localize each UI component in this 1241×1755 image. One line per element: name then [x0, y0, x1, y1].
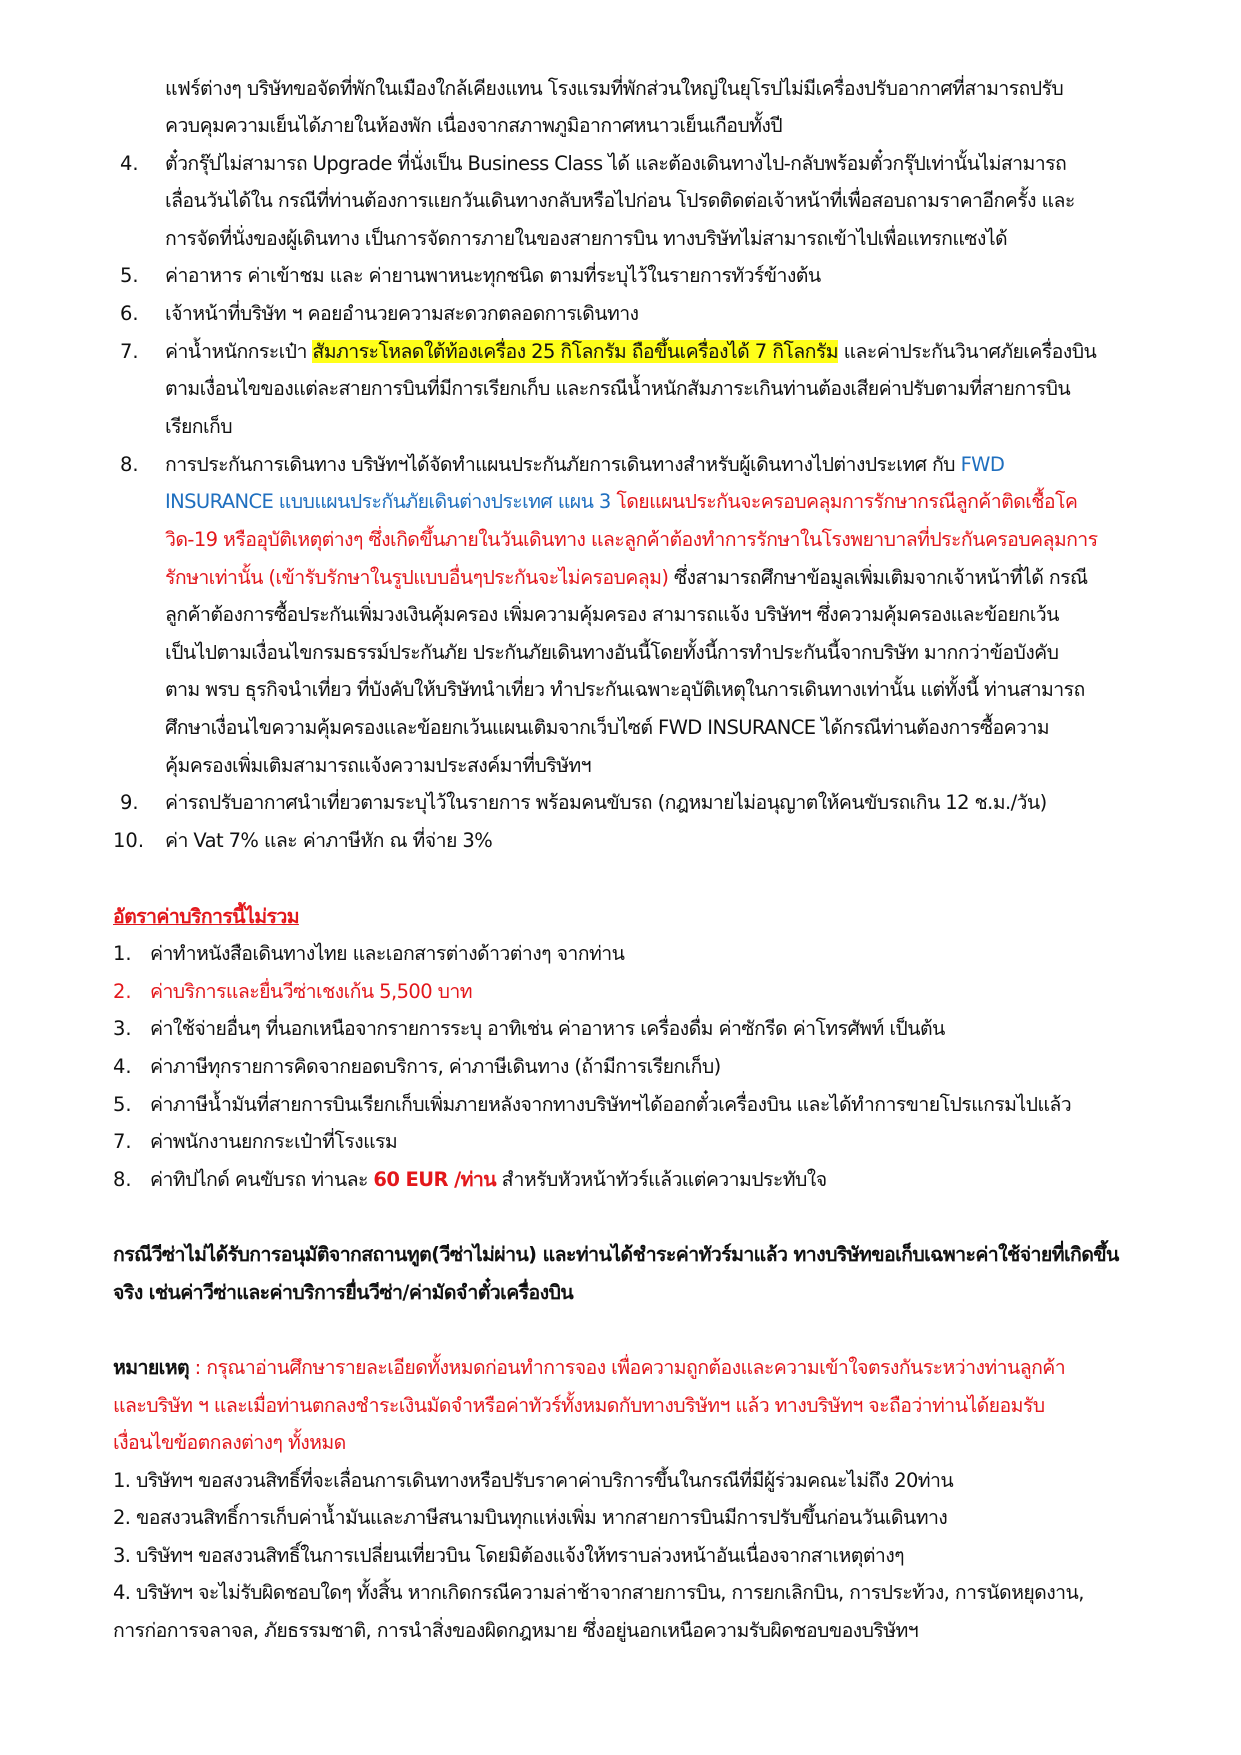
- excluded-item-8-number: 8.: [113, 1168, 132, 1191]
- remark-intro: : กรุณาอ่านศึกษารายละเอียดทั้งหมดก่อนทำการจอง เพื่อความถูกต้องและความเข้าใจตรงกันระหว่างท่านลูกค้า: [189, 1356, 1066, 1379]
- excluded-item-4-text: ค่าภาษีทุกรายการคิดจากยอดบริการ, ค่าภาษีเดินทาง (ถ้ามีการเรียกเก็บ): [150, 1055, 721, 1078]
- included-item-8-line-2: [165, 487, 1077, 517]
- remark-label: หมายเหตุ: [113, 1356, 190, 1379]
- included-item-8-line-1: [165, 450, 1004, 480]
- tip-note: สำหรับหัวหน้าทัวร์แล้วแต่ความประทับใจ: [495, 1168, 827, 1191]
- excluded-item-8-text: [150, 1165, 827, 1195]
- included-item-8-line-9: คุ้มครองเพิ่มเติมสามารถแจ้งความประสงค์มาที่บริษัทฯ: [165, 754, 592, 777]
- excluded-item-4-number: 4.: [113, 1055, 132, 1078]
- tip-label: ค่าทิปไกด์ คนขับรถ ท่านละ: [150, 1168, 374, 1191]
- included-item-9-text: ค่ารถปรับอากาศนำเที่ยวตามระบุไว้ในรายการ พร้อมคนขับรถ (กฎหมายไม่อนุญาตให้คนขับรถเกิน 12 ช.ม./วัน): [165, 791, 1047, 814]
- excluded-item-1-text: ค่าทำหนังสือเดินทางไทย และเอกสารต่างด้าวต่างๆ จากท่าน: [150, 942, 625, 965]
- insurance-intro: การประกันการเดินทาง บริษัทฯได้จัดทำแผนประกันภัยการเดินทางสำหรับผู้เดินทางไปต่างประเทศ กับ: [165, 453, 961, 476]
- remark-item-4-line-2: การก่อการจลาจล, ภัยธรรมชาติ, การนำสิ่งของผิดกฎหมาย ซึ่งอยู่นอกเหนือความรับผิดชอบของบริษัทฯ: [113, 1619, 919, 1642]
- remark-item-4-line-1: 4. บริษัทฯ จะไม่รับผิดชอบใดๆ ทั้งสิ้น หากเกิดกรณีความล่าช้าจากสายการบิน, การยกเลิกบิน, การประท้วง, การนัดหยุดงาน,: [113, 1581, 1084, 1604]
- remark-line-1: [113, 1353, 1065, 1383]
- insurance-plan: INSURANCE แบบแผนประกันภัยเดินต่างประเทศ แผน 3: [165, 490, 611, 513]
- visa-note-line-1: กรณีวีซ่าไม่ได้รับการอนุมัติจากสถานทูต(วีซ่าไม่ผ่าน) และท่านได้ชำระค่าทัวร์มาแล้ว ทางบริษัทขอเก็บเฉพาะค่าใช้จ่ายที่เกิดขึ้น: [113, 1243, 1119, 1266]
- excluded-item-7-text: ค่าพนักงานยกกระเป๋าที่โรงแรม: [150, 1130, 398, 1153]
- included-item-8-line-6: เป็นไปตามเงื่อนไขกรมธรรม์ประกันภัย ประกันภัยเดินทางอันนี้โดยทั้งนี้การทำประกันนี้จากบริษัท มากกว่าข้อบังคับ: [165, 641, 1059, 664]
- included-item-8-line-7: ตาม พรบ ธุรกิจนำเที่ยว ที่บังคับให้บริษัทนำเที่ยว ทำประกันเฉพาะอุบัติเหตุในการเดินทางเท่านั้น แต่ทั้งนี้ ท่านสามารถ: [165, 678, 1085, 701]
- excluded-item-5-number: 5.: [113, 1093, 132, 1116]
- excluded-heading: อัตราค่าบริการนี้ไม่รวม: [113, 905, 299, 928]
- included-item-7-line-1: [165, 337, 1096, 367]
- excluded-item-5-text: ค่าภาษีน้ำมันที่สายการบินเรียกเก็บเพิ่มภายหลังจากทางบริษัทฯได้ออกตั๋วเครื่องบิน และได้ทำการขายโปรแกรมไปแล้ว: [150, 1093, 1072, 1116]
- excluded-item-1-number: 1.: [113, 942, 132, 965]
- included-item-8-line-5: ลูกค้าต้องการซื้อประกันเพิ่มวงเงินคุ้มครอง เพิ่มความคุ้มครอง สามารถแจ้ง บริษัทฯ ซึ่งความคุ้มครองและข้อยกเว้น: [165, 603, 1059, 626]
- covid-coverage-text: โดยแผนประกันจะครอบคลุมการรักษากรณีลูกค้าติดเชื้อโค: [610, 490, 1078, 513]
- included-item-4-line-1: ตั๋วกรุ๊ปไม่สามารถ Upgrade ที่นั่งเป็น Business Class ได้ และต้องเดินทางไป-กลับพร้อมตั๋วกรุ๊ปเท่านั้นไม่สามารถ: [165, 152, 1067, 175]
- included-item-7-number: 7.: [120, 340, 139, 363]
- included-item-4-line-2: เลื่อนวันได้ใน กรณีที่ท่านต้องการแยกวันเดินทางกลับหรือไปก่อน โปรดติดต่อเจ้าหน้าที่เพื่อสอบถามราคาอีกครั้ง และ: [165, 189, 1075, 212]
- coverage-limit-text: รักษาเท่านั้น (เข้ารับรักษาในรูปแบบอื่นๆประกันจะไม่ครอบคลุม): [165, 566, 669, 589]
- remark-item-3: 3. บริษัทฯ ขอสงวนสิทธิ์ในการเปลี่ยนเที่ยวบิน โดยมิต้องแจ้งให้ทราบล่วงหน้าอันเนื่องจากสาเหตุต่างๆ: [113, 1544, 905, 1567]
- included-item-8-line-4: [165, 563, 1087, 593]
- tip-amount: 60 EUR /ท่าน: [373, 1168, 496, 1191]
- remark-line-2: และบริษัท ฯ และเมื่อท่านตกลงชำระเงินมัดจำหรือค่าทัวร์ทั้งหมดกับทางบริษัทฯ แล้ว ทางบริษัทฯ จะถือว่าท่านได้ยอมรับ: [113, 1394, 1045, 1417]
- included-cont-line-1: แฟร์ต่างๆ บริษัทขอจัดที่พักในเมืองใกล้เคียงแทน โรงแรมที่พักส่วนใหญ่ในยุโรปไม่มีเครื่องปรับอากาศที่สามารถปรับ: [165, 77, 1064, 100]
- included-item-6-number: 6.: [120, 302, 139, 325]
- excluded-item-3-text: ค่าใช้จ่ายอื่นๆ ที่นอกเหนือจากรายการระบุ อาทิเช่น ค่าอาหาร เครื่องดื่ม ค่าซักรีด ค่าโทรศัพท์ เป็นต้น: [150, 1017, 945, 1040]
- included-item-4-line-3: การจัดที่นั่งของผู้เดินทาง เป็นการจัดการภายในของสายการบิน ทางบริษัทไม่สามารถเข้าไปเพื่อแทรกแซงได้: [165, 227, 1008, 250]
- baggage-allowance-highlight: สัมภาระโหลดใต้ท้องเครื่อง 25 กิโลกรัม ถือขึ้นเครื่องได้ 7 กิโลกรัม: [312, 340, 838, 363]
- included-item-7-line-3: เรียกเก็บ: [165, 415, 233, 438]
- included-item-10-text: ค่า Vat 7% และ ค่าภาษีหัก ณ ที่จ่าย 3%: [165, 829, 493, 852]
- included-item-8-line-8: ศึกษาเงื่อนไขความคุ้มครองและข้อยกเว้นแผนเติมจากเว็บไซต์ FWD INSURANCE ได้กรณีท่านต้องการซื้อความ: [165, 716, 1049, 739]
- excluded-item-3-number: 3.: [113, 1017, 132, 1040]
- included-item-10-number: 10.: [113, 829, 145, 852]
- excluded-item-7-number: 7.: [113, 1130, 132, 1153]
- included-item-5-number: 5.: [120, 264, 139, 287]
- included-item-7-line-2: ตามเงื่อนไขของแต่ละสายการบินที่มีการเรียกเก็บ และกรณีน้ำหนักสัมภาระเกินท่านต้องเสียค่าปรับตามที่สายการบิน: [165, 377, 1071, 400]
- excluded-item-2-number: 2.: [113, 980, 132, 1003]
- excluded-item-2-text: ค่าบริการและยื่นวีซ่าเชงเก้น 5,500 บาท: [150, 980, 472, 1003]
- included-item-6-text: เจ้าหน้าที่บริษัท ฯ คอยอำนวยความสะดวกตลอดการเดินทาง: [165, 302, 639, 325]
- baggage-insurance-text: และค่าประกันวินาศภัยเครื่องบิน: [837, 340, 1097, 363]
- remark-item-2: 2. ขอสงวนสิทธิ์การเก็บค่าน้ำมันและภาษีสนามบินทุกแห่งเพิ่ม หากสายการบินมีการปรับขึ้นก่อนวันเดินทาง: [113, 1506, 948, 1529]
- included-item-4-number: 4.: [120, 152, 139, 175]
- included-cont-line-2: ควบคุมความเย็นได้ภายในห้องพัก เนื่องจากสภาพภูมิอากาศหนาวเย็นเกือบทั้งปี: [165, 114, 783, 137]
- remark-line-3: เงื่อนไขข้อตกลงต่างๆ ทั้งหมด: [113, 1431, 346, 1454]
- included-item-5-text: ค่าอาหาร ค่าเข้าชม และ ค่ายานพาหนะทุกชนิด ตามที่ระบุไว้ในรายการทัวร์ข้างต้น: [165, 264, 821, 287]
- baggage-label: ค่าน้ำหนักกระเป๋า: [165, 340, 313, 363]
- more-info-text: ซึ่งสามารถศึกษาข้อมูลเพิ่มเติมจากเจ้าหน้าที่ได้ กรณี: [668, 566, 1088, 589]
- remark-item-1: 1. บริษัทฯ ขอสงวนสิทธิ์ที่จะเลื่อนการเดินทางหรือปรับราคาค่าบริการขึ้นในกรณีที่มีผู้ร่วมคณะไม่ถึง 20ท่าน: [113, 1469, 954, 1492]
- included-item-8-line-3: วิด-19 หรืออุบัติเหตุต่างๆ ซึ่งเกิดขึ้นภายในวันเดินทาง และลูกค้าต้องทำการรักษาในโรงพยาบาลที่ประกันครอบคลุมการ: [165, 528, 1098, 551]
- visa-note-line-2: จริง เช่นค่าวีซ่าและค่าบริการยื่นวีซ่า/ค่ามัดจำตั๋วเครื่องบิน: [113, 1281, 574, 1304]
- insurer-name: FWD: [960, 453, 1005, 476]
- included-item-8-number: 8.: [120, 453, 139, 476]
- included-item-9-number: 9.: [120, 791, 139, 814]
